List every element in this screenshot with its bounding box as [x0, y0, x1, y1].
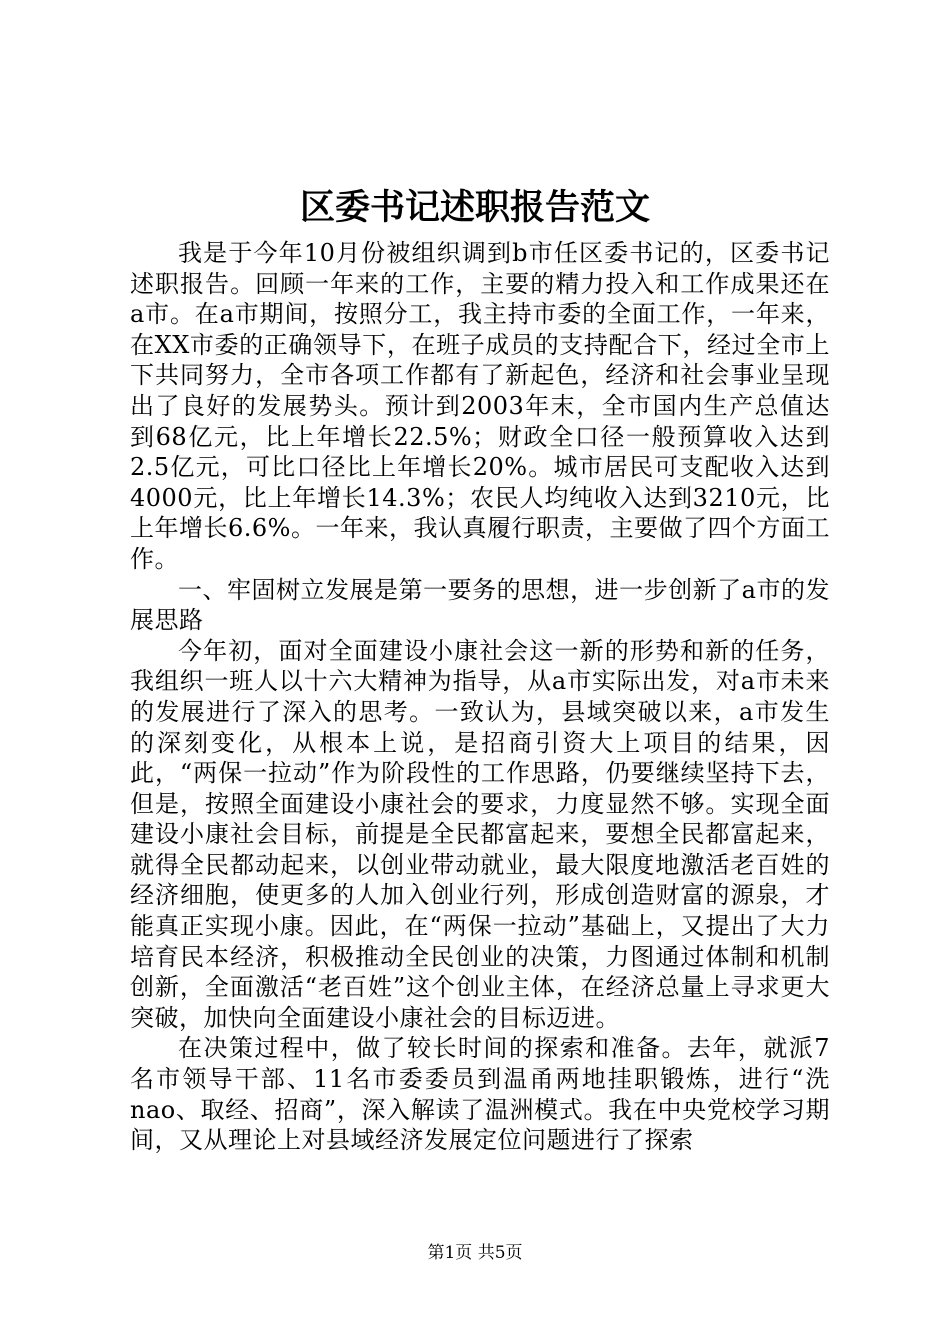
paragraph-decision-process: 在决策过程中，做了较长时间的探索和准备。去年，就派7名市领导干部、11名市委委员到温甬两地挂职锻炼，进行“洗nao、取经、招商”，深入解读了温洲模式。我在中央党校学习期间，又从理论上对县域经济发展定位问题进行了探索 — [130, 1034, 830, 1155]
page-number-footer: 第1页 共5页 — [427, 1243, 523, 1263]
paragraph-development-thinking: 今年初，面对全面建设小康社会这一新的形势和新的任务，我组织一班人以十六大精神为指导，从a市实际出发，对a市未来的发展进行了深入的思考。一致认为，县域突破以来，a市发生的深刻变化，从根本上说，是招商引资大上项目的结果，因此，“两保一拉动”作为阶段性的工作思路，仍要继续坚持下去，但是，按照全面建设小康社会的要求，力度显然不够。实现全面建设小康社会目标，前提是全民都富起来，要想全民都富起来，就得全民都动起来，以创业带动就业，最大限度地激活老百姓的经济细胞，使更多的人加入创业行列，形成创造财富的源泉，才能真正实现小康。因此，在“两保一拉动”基础上，又提出了大力培育民本经济，积极推动全民创业的决策，力图通过体制和机制创新，全面激活“老百姓”这个创业主体，在经济总量上寻求更大突破，加快向全面建设小康社会的目标迈进。 — [130, 636, 830, 1032]
paragraph-section-heading-1: 一、牢固树立发展是第一要务的思想，进一步创新了a市的发展思路 — [130, 575, 830, 635]
document-title: 区委书记述职报告范文 — [299, 187, 650, 228]
paragraph-intro: 我是于今年10月份被组织调到b市任区委书记的，区委书记述职报告。回顾一年来的工作，主要的精力投入和工作成果还在a市。在a市期间，按照分工，我主持市委的全面工作，一年来，在XX市委的正确领导下，在班子成员的支持配合下，经过全市上下共同努力，全市各项工作都有了新起色，经济和社会事业呈现出了良好的发展势头。预计到2003年末，全市国内生产总值达到68亿元，比上年增长22.5%；财政全口径一般预算收入达到2.5亿元，可比口径比上年增长20%。城市居民可支配收入达到4000元，比上年增长14.3%；农民人均纯收入达到3210元，比上年增长6.6%。一年来，我认真履行职责，主要做了四个方面工作。 — [130, 239, 830, 573]
document-body — [130, 238, 830, 1156]
